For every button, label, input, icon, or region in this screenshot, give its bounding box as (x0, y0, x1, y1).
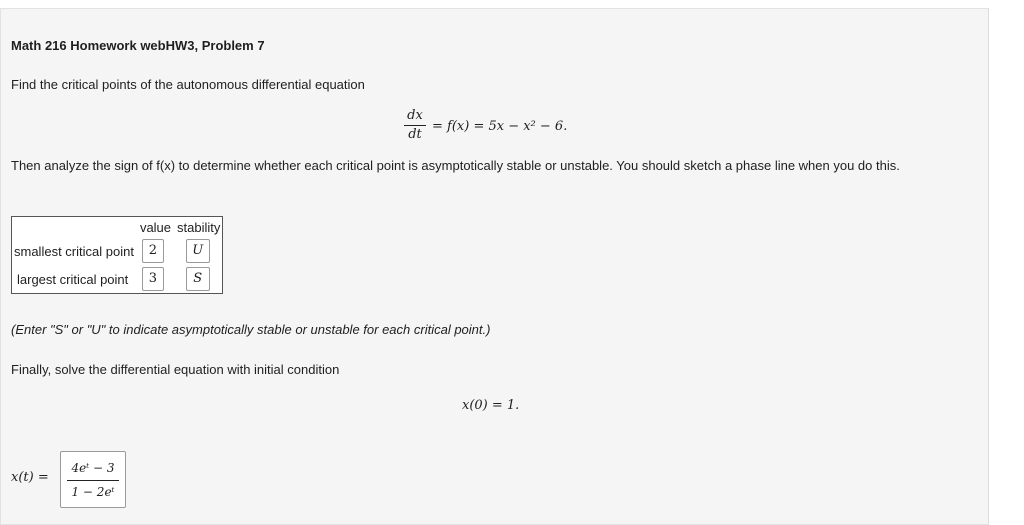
row-label: smallest critical point (14, 243, 134, 259)
largest-critical-point-stability-input[interactable]: S (186, 267, 210, 291)
problem-title: Math 216 Homework webHW3, Problem 7 (11, 38, 265, 53)
solution-denominator: 1 − 2eᵗ (71, 485, 115, 499)
derivative-fraction (404, 108, 426, 143)
final-prompt: Finally, solve the differential equation with initial condition (11, 362, 340, 377)
solution-lhs: x(t) = (11, 470, 49, 485)
smallest-critical-point-value-input[interactable]: 2 (142, 239, 164, 263)
equation-rhs: = f(x) = 5x − x² − 6. (432, 119, 568, 134)
critical-points-table (11, 216, 223, 294)
differential-equation (404, 108, 624, 148)
solution-numerator: 4eᵗ − 3 (71, 461, 115, 475)
derivative-numerator: dx (407, 108, 423, 123)
column-header-value: value (139, 219, 172, 235)
problem-intro: Find the critical points of the autonomous differential equation (11, 77, 365, 92)
table-row (12, 265, 223, 294)
row-label: largest critical point (17, 271, 129, 287)
solution-answer-input[interactable] (60, 451, 126, 508)
column-header-stability: stability (173, 217, 223, 238)
smallest-critical-point-stability-input[interactable]: U (186, 239, 210, 263)
derivative-denominator: dt (408, 127, 422, 142)
initial-condition: x(0) = 1. (462, 398, 520, 413)
largest-critical-point-value-input[interactable]: 3 (142, 267, 164, 291)
problem-instructions: Then analyze the sign of f(x) to determine whether each critical point is asymptotically stable or unstable. You should sketch a phase line when you do this. (11, 158, 900, 173)
stability-note: (Enter "S" or "U" to indicate asymptotically stable or unstable for each critical point.) (11, 322, 491, 337)
table-row (12, 237, 223, 265)
